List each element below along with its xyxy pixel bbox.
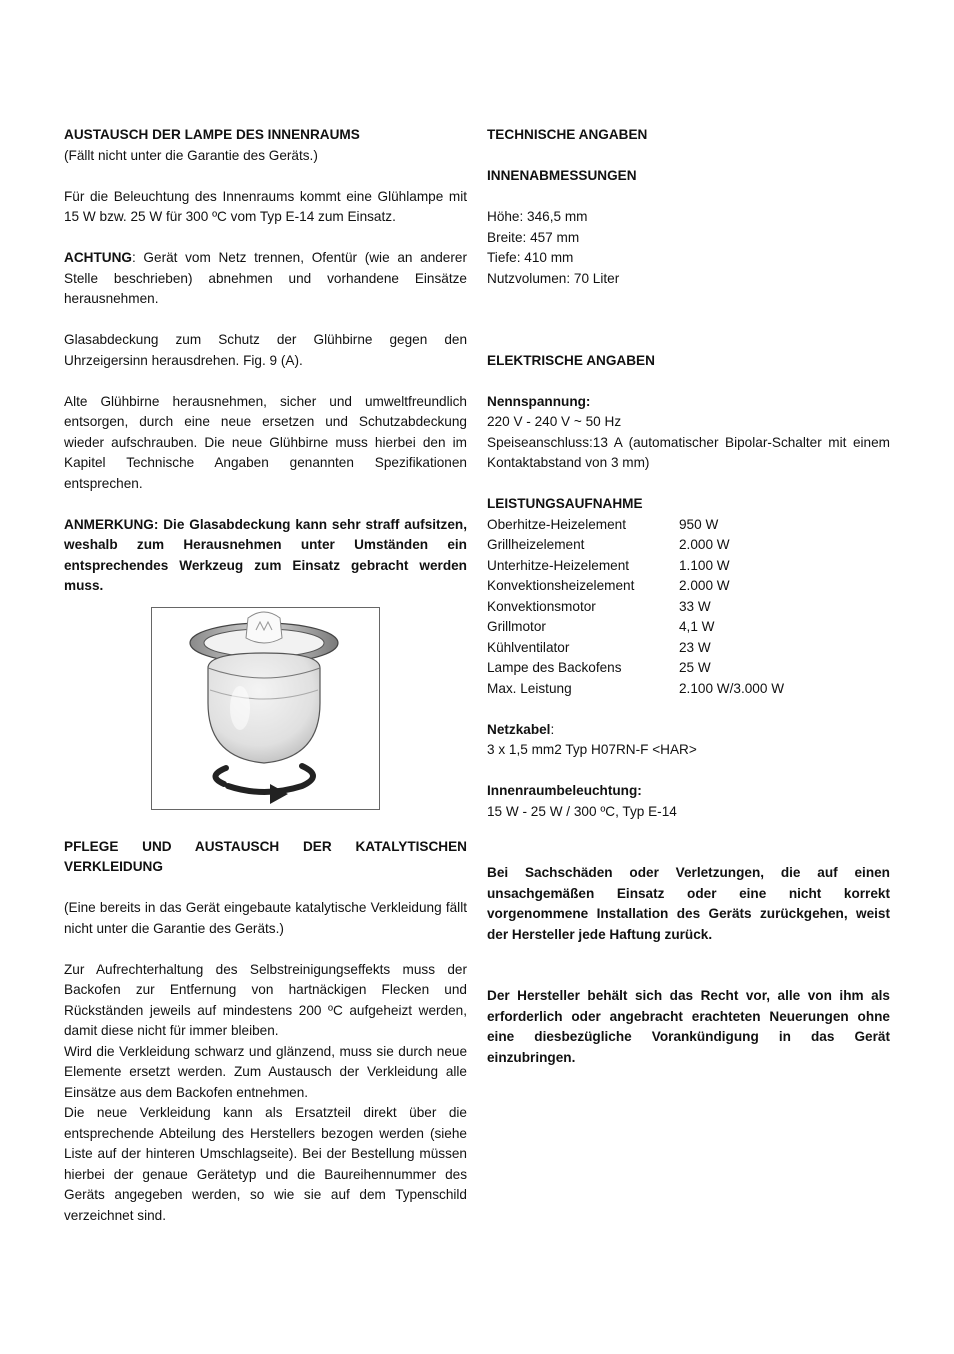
care-paragraph-1: Zur Aufrechterhaltung des Selbstreinigungseffekts muss der Backofen zur Entfernung von hartnäckigen Flecken und Rückständen jeweils auf mindestens 200 ºC aufgeheizt werden, damit diese nicht für immer bleiben. bbox=[64, 961, 467, 1038]
power-heading: LEISTUNGSAUFNAHME bbox=[487, 496, 643, 511]
power-row bbox=[487, 679, 890, 700]
power-row bbox=[487, 535, 890, 556]
lighting-label: Innenraumbeleuchtung: bbox=[487, 783, 642, 798]
power-row bbox=[487, 576, 890, 597]
voltage-label: Nennspannung: bbox=[487, 393, 591, 409]
achtung-paragraph bbox=[64, 248, 467, 310]
power-value: 1.100 W bbox=[679, 557, 730, 573]
voltage-value: 220 V - 240 V ~ 50 Hz bbox=[487, 414, 622, 429]
cable-label: Netzkabel bbox=[487, 721, 551, 737]
power-row bbox=[487, 617, 890, 638]
power-label: Kühlventilator bbox=[487, 639, 570, 655]
electrical-heading: ELEKTRISCHE ANGABEN bbox=[487, 352, 655, 368]
rights-notice: Der Hersteller behält sich das Recht vor, alle von ihm als erforderlich oder angebracht erachteten Neuerungen ohne eine diesbezügliche Vorankündigung in das Gerät einzubringen. bbox=[487, 988, 890, 1065]
power-value: 2.100 W/3.000 W bbox=[679, 680, 785, 696]
cable-colon: : bbox=[550, 721, 555, 737]
care-heading: PFLEGE UND AUSTAUSCH DER KATALYTISCHEN VERKLEIDUNG bbox=[64, 838, 467, 874]
lighting-value: 15 W - 25 W / 300 ºC, Typ E-14 bbox=[487, 803, 677, 819]
power-label: Konvektionsheizelement bbox=[487, 578, 635, 593]
lamp-intro: Für die Beleuchtung des Innenraums kommt eine Glühlampe mit 15 W bzw. 25 W für 300 ºC vom Typ E-14 zum Einsatz. bbox=[64, 188, 467, 224]
power-label: Grillheizelement bbox=[487, 537, 585, 552]
power-label: Konvektionsmotor bbox=[487, 598, 596, 614]
power-label: Unterhitze-Heizelement bbox=[487, 557, 630, 573]
power-row bbox=[487, 556, 890, 577]
lamp-cover-illustration bbox=[151, 607, 380, 810]
power-label: Oberhitze-Heizelement bbox=[487, 516, 627, 532]
power-label: Grillmotor bbox=[487, 619, 546, 634]
dimension-height: Höhe: 346,5 mm bbox=[487, 209, 588, 224]
power-value: 4,1 W bbox=[679, 619, 715, 634]
power-table bbox=[487, 515, 890, 700]
dimension-volume: Nutzvolumen: 70 Liter bbox=[487, 270, 620, 286]
power-value: 2.000 W bbox=[679, 537, 730, 552]
left-column bbox=[64, 125, 467, 1226]
power-value: 25 W bbox=[679, 660, 711, 675]
achtung-text: : Gerät vom Netz trennen, Ofentür (wie an anderer Stelle beschrieben) abnehmen und vorhandene Einsätze herausnehmen. bbox=[64, 250, 467, 306]
note-paragraph: ANMERKUNG: Die Glasabdeckung kann sehr straff aufsitzen, weshalb zum Herausnehmen unter Umständen ein entsprechendes Werkzeug zum Einsatz gebracht werden muss. bbox=[64, 516, 467, 593]
bulb-instruction: Alte Glühbirne herausnehmen, sicher und umweltfreundlich entsorgen, durch eine neue ersetzen und Schutzabdeckung wieder aufschrauben. Die neue Glühbirne muss hierbei den im Kapitel Technische Angaben genannten Spezifikationen entsprechen. bbox=[64, 393, 467, 491]
power-row bbox=[487, 597, 890, 618]
power-value: 950 W bbox=[679, 516, 719, 532]
power-label: Max. Leistung bbox=[487, 680, 572, 696]
power-value: 33 W bbox=[679, 598, 711, 614]
lamp-heading: AUSTAUSCH DER LAMPE DES INNENRAUMS bbox=[64, 127, 360, 142]
power-row bbox=[487, 658, 890, 679]
lamp-warranty-note: (Fällt nicht unter die Garantie des Geräts.) bbox=[64, 147, 318, 163]
liability-notice: Bei Sachschäden oder Verletzungen, die auf einen unsachgemäßen Einsatz oder eine nicht korrekt vorgenommene Installation des Geräts zurückgehen, weist der Hersteller jede Haftung zurück. bbox=[487, 865, 890, 942]
power-value: 2.000 W bbox=[679, 578, 730, 593]
dimension-width: Breite: 457 mm bbox=[487, 229, 580, 245]
care-paragraph-2: Wird die Verkleidung schwarz und glänzend, muss sie durch neue Elemente ersetzt werden. Zum Austausch der Verkleidung alle Einsätze aus dem Backofen entnehmen. bbox=[64, 1043, 467, 1100]
power-label: Lampe des Backofens bbox=[487, 660, 622, 675]
care-warranty-note: (Eine bereits in das Gerät eingebaute katalytische Verkleidung fällt nicht unter die Garantie des Geräts.) bbox=[64, 900, 467, 936]
cover-instruction: Glasabdeckung zum Schutz der Glühbirne gegen den Uhrzeigersinn herausdrehen. Fig. 9 (A). bbox=[64, 332, 467, 368]
tech-heading: TECHNISCHE ANGABEN bbox=[487, 127, 648, 142]
power-row bbox=[487, 638, 890, 659]
dimensions-heading: INNENABMESSUNGEN bbox=[487, 168, 637, 183]
cable-value: 3 x 1,5 mm2 Typ H07RN-F <HAR> bbox=[487, 742, 697, 757]
right-column bbox=[487, 125, 890, 1068]
achtung-label: ACHTUNG bbox=[64, 250, 132, 265]
care-paragraph-3: Die neue Verkleidung kann als Ersatzteil direkt über die entsprechende Abteilung des Herstellers bezogen werden (siehe Liste auf der hinteren Umschlagseite). Bei der Bestellung müssen hierbei der genaue Gerätetyp und die Baureihennummer des Geräts angegeben werden, so wie sie auf dem Typenschild verzeichnet sind. bbox=[64, 1105, 467, 1223]
cable-line bbox=[487, 720, 890, 741]
power-value: 23 W bbox=[679, 639, 711, 655]
dimension-depth: Tiefe: 410 mm bbox=[487, 250, 574, 265]
supply-text: Speiseanschluss:13 A (automatischer Bipolar-Schalter mit einem Kontaktabstand von 3 mm) bbox=[487, 434, 890, 470]
power-row bbox=[487, 515, 890, 536]
